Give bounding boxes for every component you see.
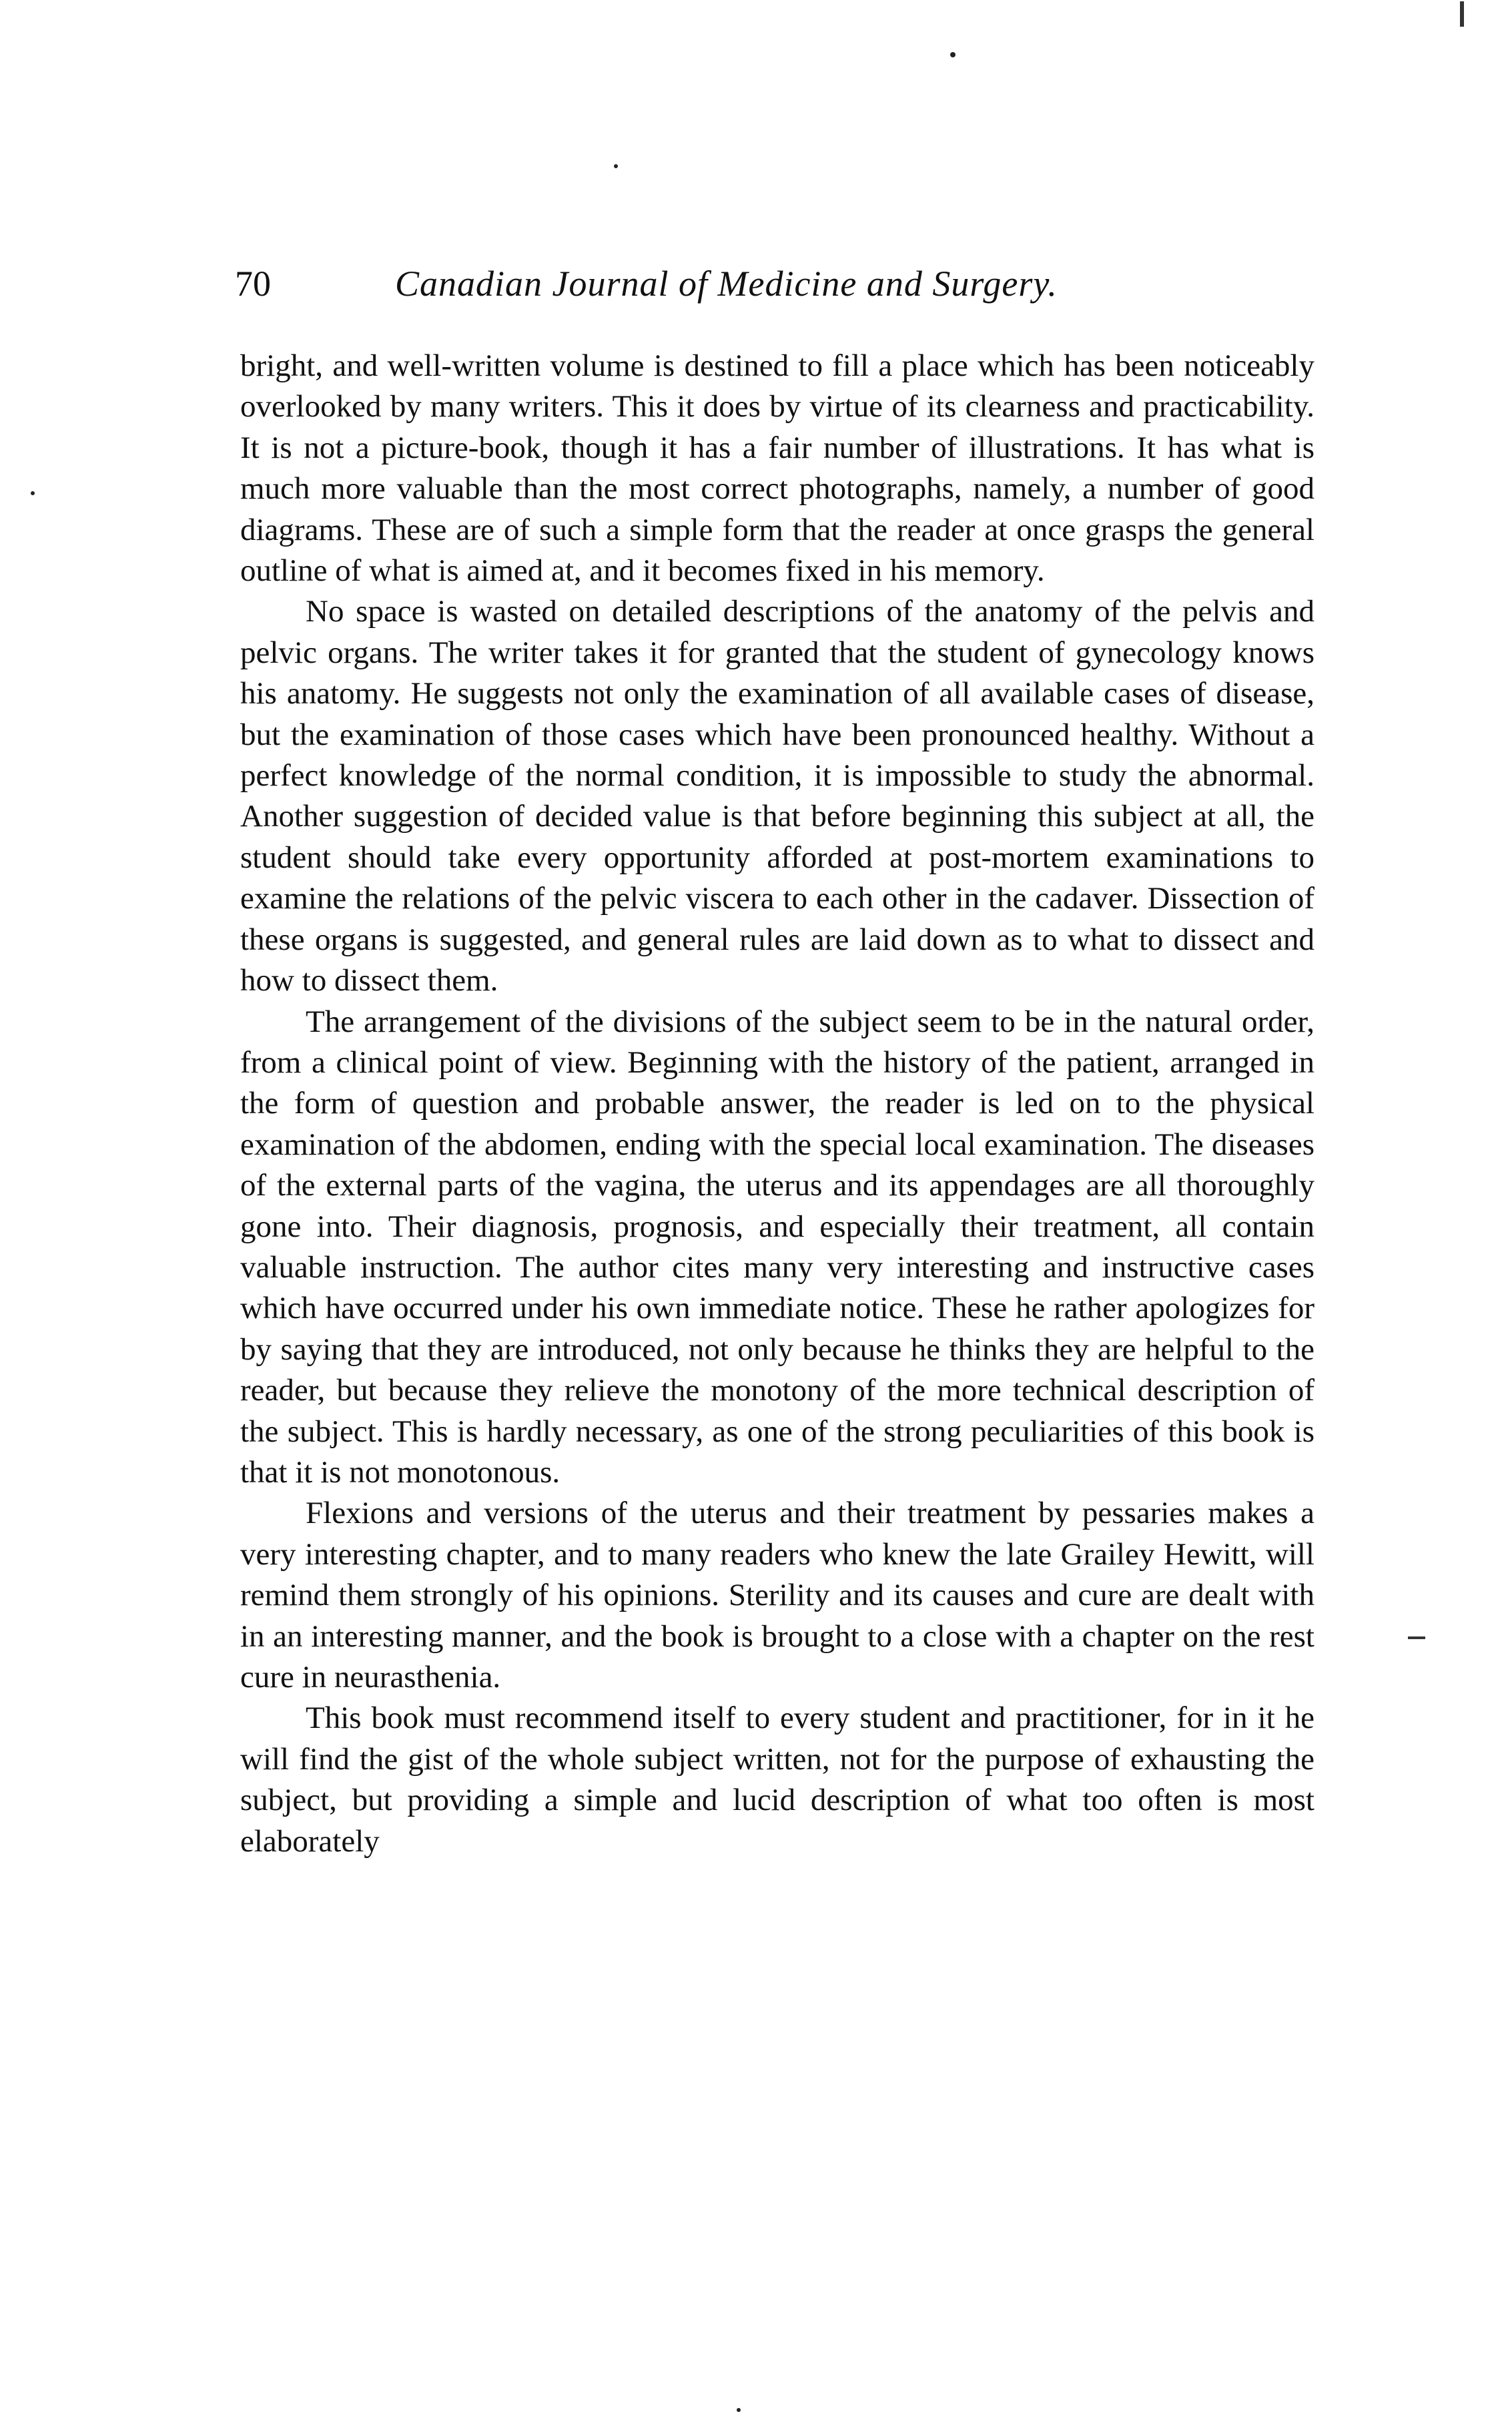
page-number: 70 <box>235 264 271 304</box>
scan-dash-mark <box>1408 1636 1425 1639</box>
scan-edge-mark <box>1460 1 1464 27</box>
scan-speck <box>737 2408 741 2412</box>
article-body <box>240 346 1314 1862</box>
paragraph: bright, and well-written volume is destined to fill a place which has been noticeably overlooked by many writers. This it does by virtue of its clearness and practicability. It is not a picture-book, though it has a fair number of illustrations. It has what is much more valuable than the most correct photographs, namely, a number of good diagrams. These are of such a simple form that the reader at once grasps the general outline of what is aimed at, and it becomes fixed in his memory. <box>240 348 1314 589</box>
scan-speck <box>31 491 35 495</box>
page-header <box>235 264 1302 317</box>
scan-speck <box>614 164 618 168</box>
running-title: Canadian Journal of Medicine and Surgery. <box>395 264 1058 304</box>
paragraph: Flexions and versions of the uterus and their treatment by pessaries makes a very interesting chapter, and to many readers who knew the late Grailey Hewitt, will remind them strongly of his opinions. Sterility and its causes and cure are dealt with in an interesting manner, and the book is brought to a close with a chapter on the rest cure in neurasthenia. <box>240 1496 1314 1695</box>
paragraph: This book must recommend itself to every student and practitioner, for in it he will find the gist of the whole subject written, not for the purpose of exhausting the subject, but providing a simple and lucid description of what too often is most elaborately <box>240 1701 1314 1859</box>
paragraph: The arrangement of the divisions of the subject seem to be in the natural order, from a clinical point of view. Beginning with the history of the patient, arranged in the form of question and probable answer, the reader is led on to the physical examination of the abdomen, ending with the special local examination. The diseases of the external parts of the vagina, the uterus and its appendages are all thoroughly gone into. Their diagnosis, prognosis, and especially their treatment, all contain valuable instruction. The author cites many very interesting and instructive cases which have occurred under his own immediate notice. These he rather apologizes for by saying that they are introduced, not only because he thinks they are helpful to the reader, but because they relieve the monotony of the more technical description of the subject. This is hardly necessary, as one of the strong peculiarities of this book is that it is not monotonous. <box>240 1004 1314 1490</box>
paragraph: No space is wasted on detailed descriptions of the anatomy of the pelvis and pelvic organs. The writer takes it for granted that the student of gynecology knows his anatomy. He suggests not only the examination of all available cases of disease, but the examination of those cases which have been pronounced healthy. Without a perfect knowledge of the normal condition, it is impossible to study the abnormal. Another suggestion of decided value is that before beginning this subject at all, the student should take every opportunity afforded at post-mortem examinations to examine the relations of the pelvic viscera to each other in the cadaver. Dissection of these organs is suggested, and general rules are laid down as to what to dissect and how to dissect them. <box>240 594 1314 998</box>
scan-speck <box>950 52 956 57</box>
